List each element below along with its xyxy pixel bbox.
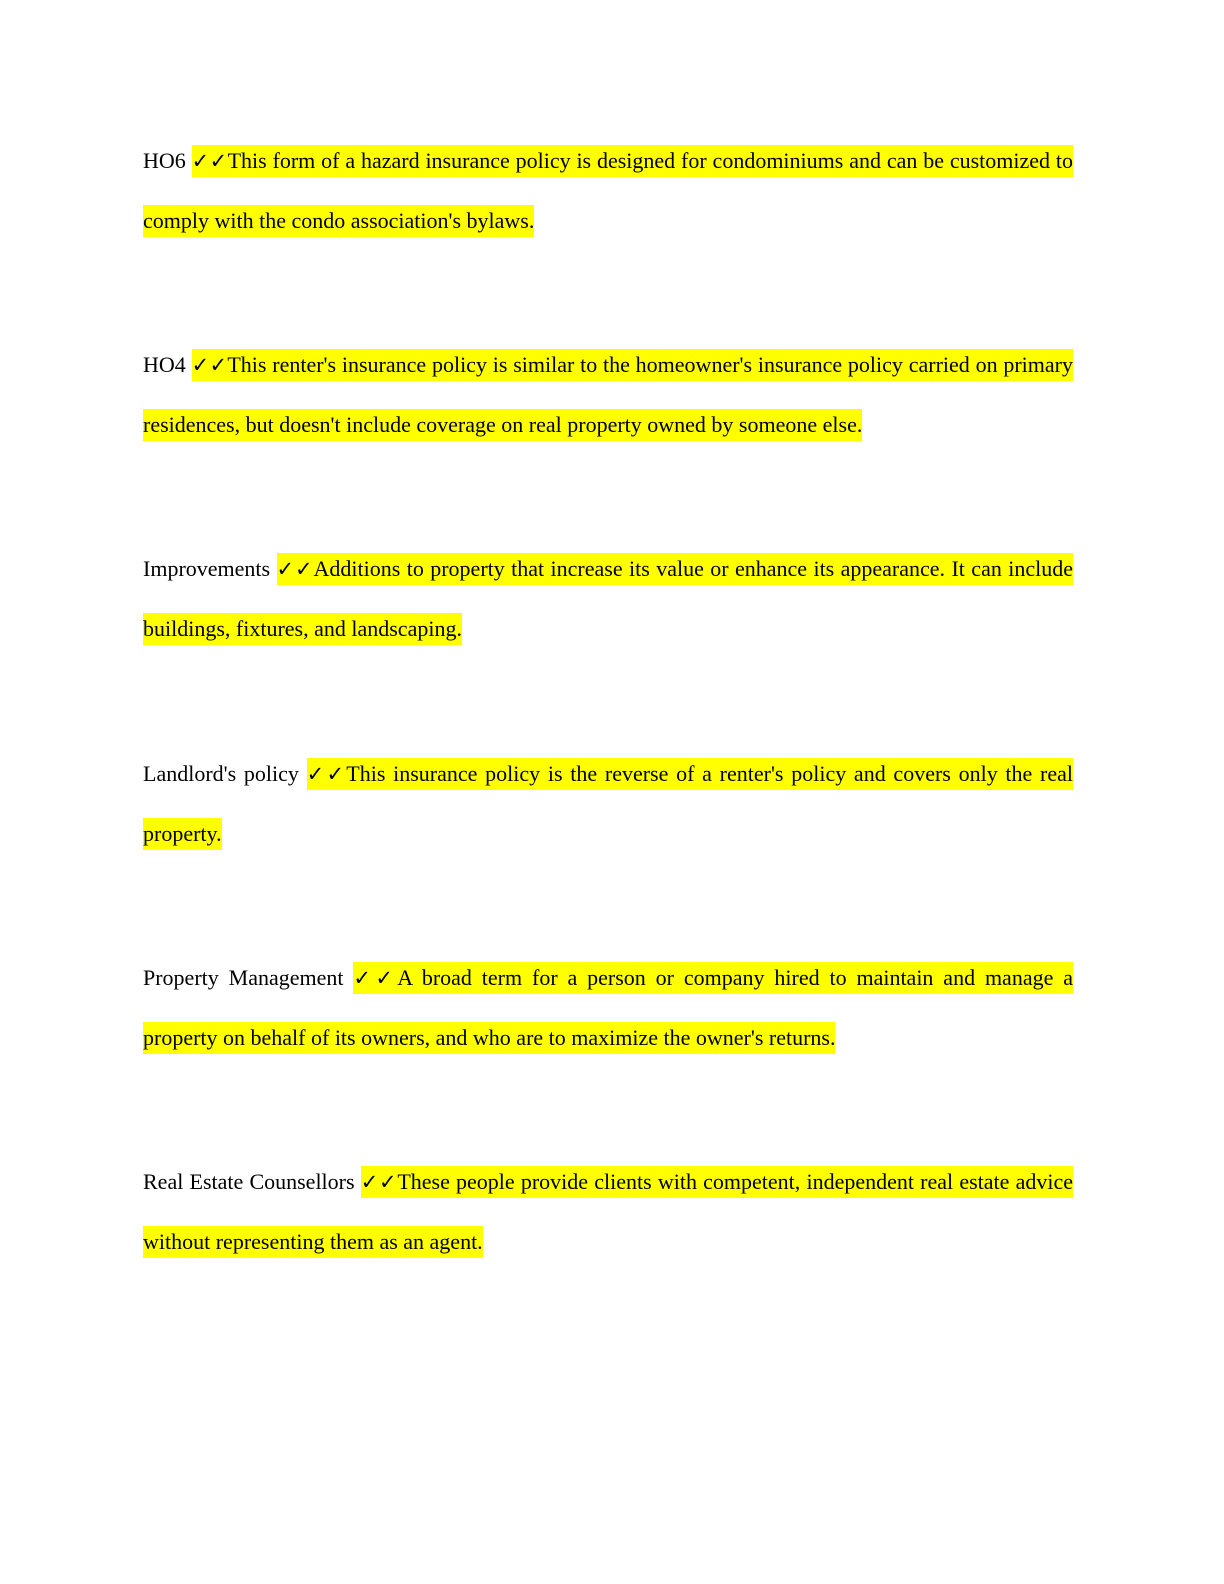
- entry-definition: Additions to property that increase its value or enhance its appearance. It can include buildings, fixtures, and landscaping.: [143, 556, 1073, 641]
- entry-definition: This form of a hazard insurance policy is designed for condominiums and can be customized to comply with the condo association's bylaws.: [143, 148, 1073, 233]
- double-check-icon: ✓✓: [276, 557, 314, 581]
- flashcard-entry: [143, 335, 1073, 454]
- entry-definition-highlight: [143, 553, 1073, 645]
- entry-definition-highlight: [143, 349, 1073, 441]
- entry-term: HO6: [143, 148, 186, 173]
- entry-definition: This insurance policy is the reverse of a renter's policy and covers only the real property.: [143, 761, 1073, 846]
- flashcard-entry: [143, 948, 1073, 1067]
- entry-definition: A broad term for a person or company hired to maintain and manage a property on behalf of its owners, and who are to maximize the owner's returns.: [143, 965, 1073, 1050]
- double-check-icon: ✓✓: [360, 1170, 398, 1194]
- flashcard-entry: [143, 131, 1073, 250]
- entry-term: Property Management: [143, 965, 344, 990]
- double-check-icon: ✓✓: [306, 762, 347, 786]
- double-check-icon: ✓✓: [353, 966, 398, 990]
- entry-term: Real Estate Counsellors: [143, 1169, 355, 1194]
- entry-definition: This renter's insurance policy is similar to the homeowner's insurance policy carried on primary residences, but doesn't include coverage on real property owned by someone else.: [143, 352, 1073, 437]
- entry-definition: These people provide clients with competent, independent real estate advice without representing them as an agent.: [143, 1169, 1073, 1254]
- double-check-icon: ✓✓: [191, 149, 228, 173]
- double-check-icon: ✓✓: [191, 353, 228, 377]
- entry-definition-highlight: [143, 145, 1073, 237]
- entry-term: Landlord's policy: [143, 761, 299, 786]
- flashcard-entry: [143, 1152, 1073, 1271]
- entry-term: Improvements: [143, 556, 271, 581]
- flashcard-entry: [143, 744, 1073, 863]
- flashcard-entry: [143, 539, 1073, 658]
- entry-term: HO4: [143, 352, 186, 377]
